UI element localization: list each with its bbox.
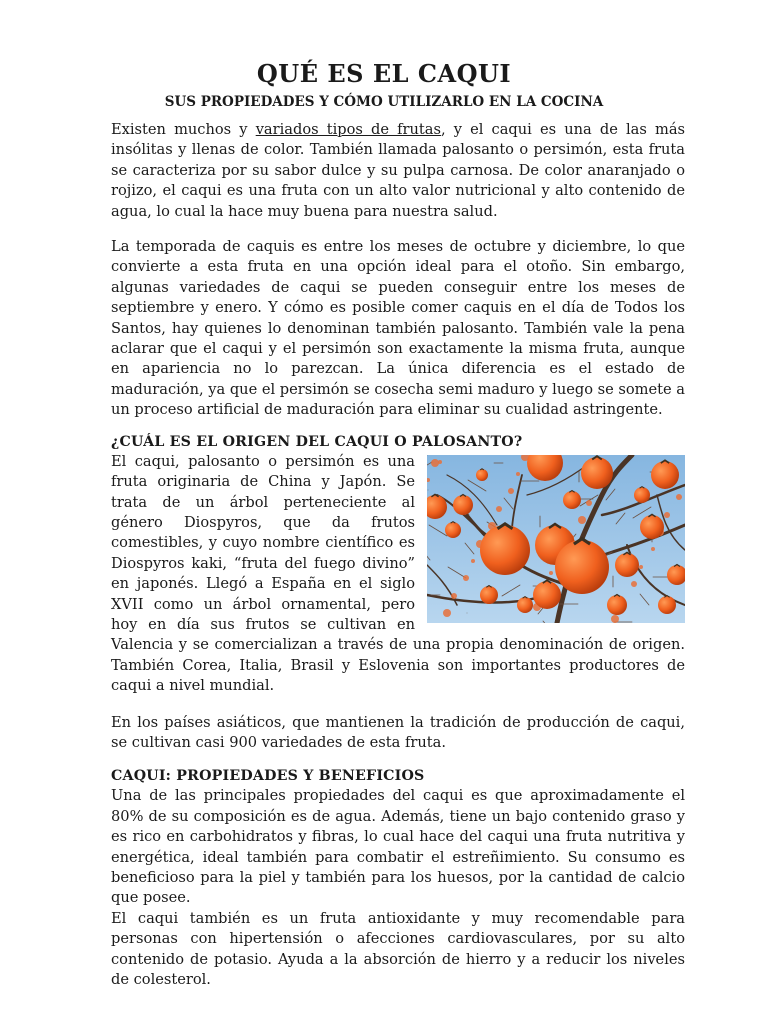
persimmon-tree-photo [427, 455, 685, 623]
properties-paragraph-2: El caqui también es un fruta antioxidante y muy recomendable para personas con hipertensión o afecciones cardiovasculares, por su alto contenido de potasio. Ayuda a la absorción de hierro y a reducir los niveles de colesterol. [111, 909, 685, 989]
fruit-types-link[interactable]: variados tipos de frutas [255, 121, 441, 138]
page-title: QUÉ ES EL CAQUI [256, 59, 512, 88]
page-subtitle: SUS PROPIEDADES Y CÓMO UTILIZARLO EN LA COCINA [164, 94, 604, 110]
season-paragraph: La temporada de caquis es entre los meses de octubre y diciembre, lo que convierte a esta fruta en una opción ideal para el otoño. Sin embargo, algunas variedades de caqui se pueden conseguir entre los meses de septiembre y enero. Y cómo es posible comer caquis en el día de Todos los Santos, hay quienes lo denominan también palosanto. También vale la pena aclarar que el caqui y el persimón son exactamente la misma fruta, aunque en apariencia no lo parezcan. La única diferencia es el estado de maduración, ya que el persimón se cosecha semi maduro y luego se somete a un proceso artificial de maduración para eliminar su cualidad astringente. [111, 238, 686, 419]
persimmon-tree-image [427, 455, 685, 623]
asia-paragraph: En los países asiáticos, que mantienen la tradición de producción de caqui, se cultivan casi 900 variedades de esta fruta. [111, 713, 685, 751]
document-body [111, 120, 685, 990]
intro-paragraph: Existen muchos y variados tipos de frutas, y el caqui es una de las más insólitas y llenas de color. También llamada palosanto o persimón, esta fruta se caracteriza por su sabor dulce y su pulpa carnosa. De color anaranjado o rojizo, el caqui es una fruta con un alto valor nutricional y alto contenido de agua, lo cual la hace muy buena para nuestra salud. [111, 121, 686, 220]
properties-heading: CAQUI: PROPIEDADES Y BENEFICIOS [111, 768, 425, 785]
properties-paragraph-1: Una de las principales propiedades del caqui es que aproximadamente el 80% de su composición es de agua. Además, tiene un bajo contenido graso y es rico en carbohidratos y fibras, lo cual hace del caqui una fruta nutritiva y energética, ideal también para combatir el estreñimiento. Su consumo es beneficioso para la piel y también para los huesos, por la cantidad de calcio que posee. [111, 787, 685, 907]
origin-heading: ¿CUÁL ES EL ORIGEN DEL CAQUI O PALOSANTO? [111, 433, 523, 450]
origin-paragraph: El caqui, palosanto o persimón es una fruta originaria de China y Japón. Se trata de un árbol perteneciente al género Diospyros, que da frutos comestibles, y cuyo nombre científico es Diospyros kaki, “fruta del fuego divino” en japonés. Llegó a España en el siglo XVII como un árbol ornamental, pero hoy en día sus frutos se cultivan en Valencia y se comercializan a través de una propia denominación de origen. También Corea, Italia, Brasil y Eslovenia son importantes productores de caqui a nivel mundial. [111, 452, 685, 697]
